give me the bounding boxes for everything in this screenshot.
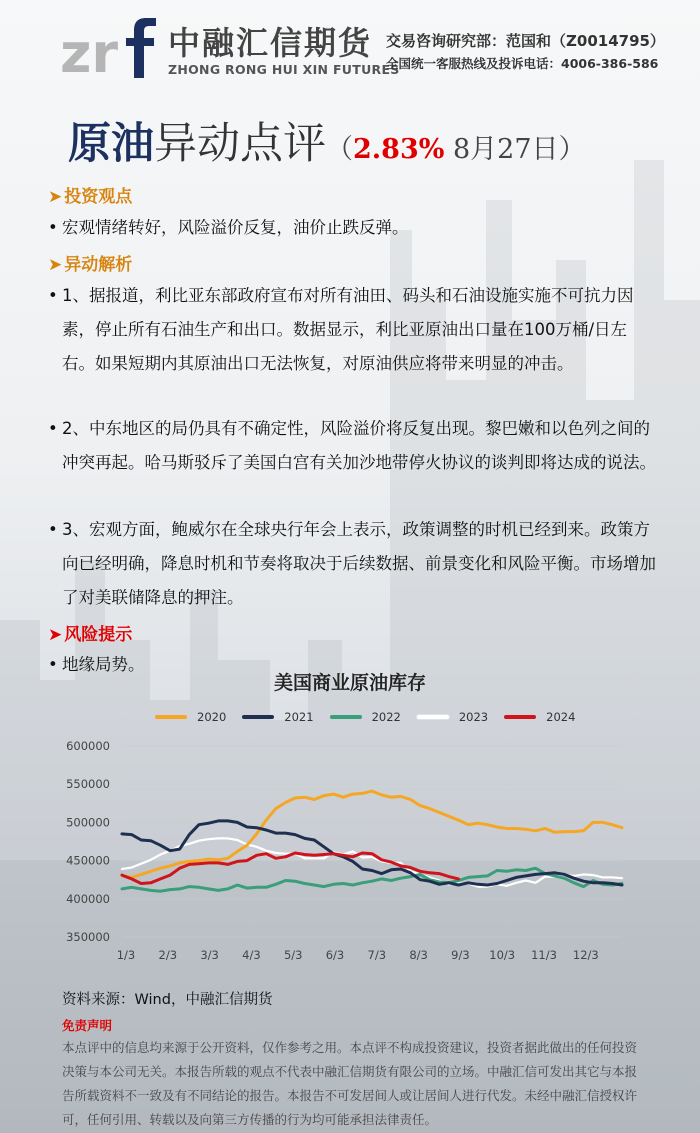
logo-chinese-name: 中融汇信期货 <box>168 24 373 62</box>
y-tick-label: 550000 <box>66 777 110 792</box>
x-tick-label: 3/3 <box>200 948 219 962</box>
x-tick-label: 12/3 <box>572 948 599 962</box>
x-tick-label: 5/3 <box>283 948 303 962</box>
analyst-contact: 交易咨询研究部：范国和（Z0014795） <box>386 32 665 50</box>
bullet-icon: • <box>48 419 58 438</box>
y-tick-label: 450000 <box>66 853 110 868</box>
arrow-icon: ➤ <box>48 187 63 207</box>
x-tick-label: 9/3 <box>451 948 470 962</box>
x-tick-label: 10/3 <box>489 948 516 962</box>
x-tick-label: 6/3 <box>325 948 345 962</box>
y-tick-label: 400000 <box>66 891 110 906</box>
data-source: 资料来源：Wind，中融汇信期货 <box>62 992 273 1008</box>
y-tick-label: 600000 <box>66 739 110 753</box>
legend-label: 2022 <box>371 710 401 724</box>
analysis-item-1: • 1、据报道，利比亚东部政府宣布对所有油田、码头和石油设施实施不可抗力因素，停止所有石油生产和出口。数据显示，利比亚原油出口量在100万桶/日左右。如果短期内其原油出口无法恢复，对原油供应将带来明显的冲击。 <box>48 279 660 381</box>
title-change: 2.83% <box>353 134 445 165</box>
legend-label: 2021 <box>284 710 314 724</box>
legend-label: 2023 <box>458 710 489 724</box>
title-type: 异动点评 <box>154 119 326 169</box>
analysis-item-3: • 3、宏观方面，鲍威尔在全球央行年会上表示，政策调整的时机已经到来。政策方向已经明确，降息时机和节奏将取决于后续数据、前景变化和风险平衡。市场增加了对美联储降息的押注。 <box>48 513 660 615</box>
bullet-icon: • <box>48 286 58 305</box>
arrow-icon: ➤ <box>48 255 63 275</box>
title-commodity: 原油 <box>68 119 154 169</box>
y-tick-label: 500000 <box>66 815 110 830</box>
analysis-item-2: • 2、中东地区的局仍具有不确定性，风险溢价将反复出现。黎巴嫩和以色列之间的冲突再起。哈马斯驳斥了美国白宫有关加沙地带停火协议的谈判即将达成的说法。 <box>48 412 660 480</box>
disclaimer-text: 本点评中的信息均来源于公开资料，仅作参考之用。本点评不构成投资建议，投资者据此做出的任何投资决策与本公司无关。本报告所载的观点不代表中融汇信期货有限公司的立场。中融汇信可发出其它与本报告所载资料不一致及有不同结论的报告。本报告不可发居间人或让居间人进行代发。未经中融汇信授权许可，任何引用、转载以及向第三方传播的行为均可能承担法律责任。 <box>62 1040 638 1127</box>
x-tick-label: 4/3 <box>242 948 261 962</box>
risk-text: • 地缘局势。 <box>48 648 660 682</box>
title-date: 8月27日） <box>444 134 586 165</box>
legend-label: 2024 <box>546 710 576 724</box>
risk-heading: ➤ 风险提示 <box>48 625 133 645</box>
view-text: • 宏观情绪转好，风险溢价反复，油价止跌反弹。 <box>48 211 660 245</box>
svg-text:zr: zr <box>60 22 119 80</box>
y-tick-label: 350000 <box>66 930 110 944</box>
disclaimer-title: 免责声明 <box>62 1018 113 1033</box>
bullet-icon: • <box>48 655 58 674</box>
x-tick-label: 8/3 <box>409 948 428 962</box>
analysis-heading: ➤ 异动解析 <box>48 255 133 275</box>
view-heading: ➤ 投资观点 <box>48 187 133 207</box>
x-tick-label: 7/3 <box>367 948 387 962</box>
x-tick-label: 2/3 <box>158 948 178 962</box>
chart-title: 美国商业原油库存 <box>273 672 426 694</box>
arrow-icon: ➤ <box>48 625 63 645</box>
legend-label: 2020 <box>197 710 227 724</box>
hotline-contact: 全国统一客服热线及投诉电话：4006-386-586 <box>386 56 659 71</box>
title-paren: （ <box>326 134 353 165</box>
x-tick-label: 1/3 <box>116 948 136 962</box>
x-tick-label: 11/3 <box>531 948 557 962</box>
bullet-icon: • <box>48 218 58 237</box>
bullet-icon: • <box>48 520 58 539</box>
logo-english-name: ZHONG RONG HUI XIN FUTURES <box>168 62 400 77</box>
series-line-2024 <box>122 853 459 884</box>
